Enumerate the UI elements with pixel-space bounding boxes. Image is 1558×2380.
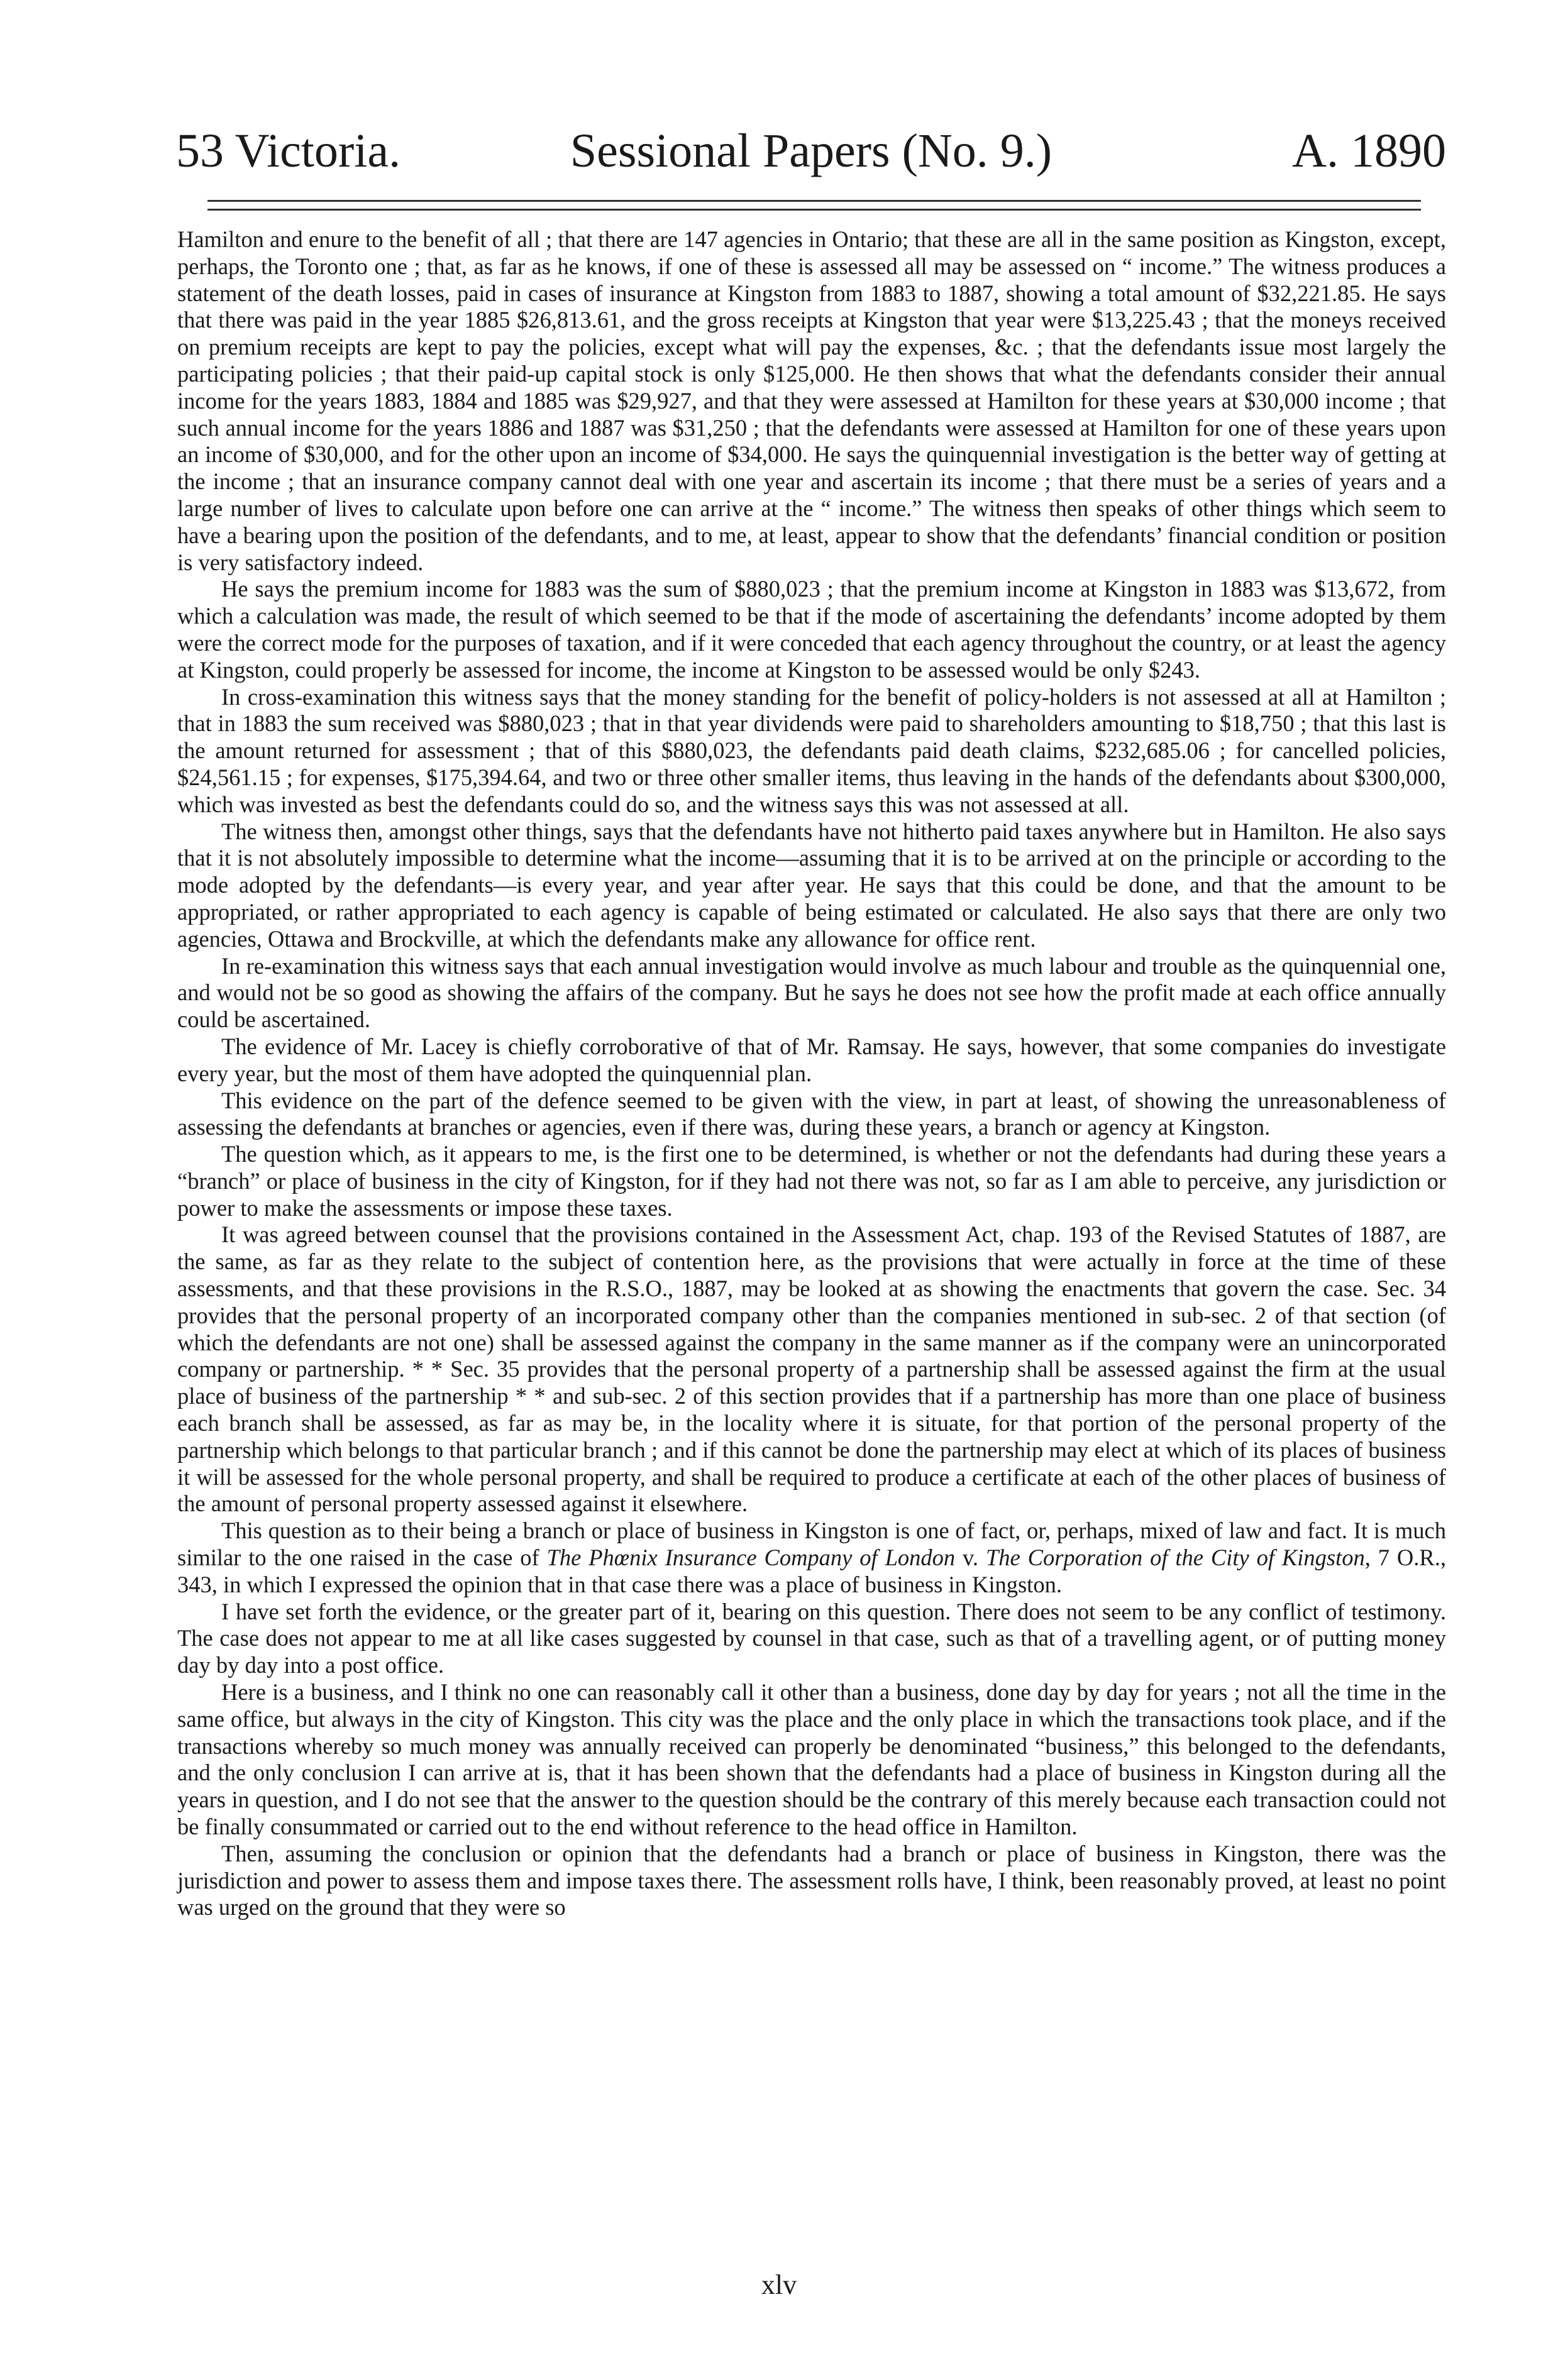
case-name-plaintiff: The Phœnix Insurance Company of London [546,1545,956,1571]
header-rule-bottom [207,209,1421,211]
header-year: A. 1890 [1292,124,1446,177]
paragraph-12: Here is a business, and I think no one can reasonably call it other than a business, done day by day for years ; not all the time in the same office, but always in the city of Kingston. This city was the place and the only place in which the transactions took place, and if the transactions whereby so much money was annually received can properly be denominated “business,” this belonged to the defendants, and the only conclusion I can arrive at is, that it has been shown that the defendants had a place of business in Kingston during all the years in question, and I do not see that the answer to the question should be the contrary of this merely because each transaction could not be finally consummated or carried out to the end without reference to the head office in Hamilton. [177,1679,1446,1840]
paragraph-1: Hamilton and enure to the benefit of all ; that there are 147 agencies in Ontario; that these are all in the same position as Kingston, except, perhaps, the Toronto one ; that, as far as he knows, if one of these is assessed all may be assessed on “ income.” The witness produces a statement of the death losses, paid in cases of insurance at Kingston from 1883 to 1887, showing a total amount of $32,221.85. He says that there was paid in the year 1885 $26,813.61, and the gross receipts at Kingston that year were $13,225.43 ; that the moneys received on premium receipts are kept to pay the policies, except what will pay the expenses, &c. ; that the defendants issue most largely the participating policies ; that their paid-up capital stock is only $125,000. He then shows that what the defendants consider their annual income for the years 1883, 1884 and 1885 was $29,927, and that they were assessed at Hamilton for these years at $30,000 income ; that such annual income for the years 1886 and 1887 was $31,250 ; that the defendants were assessed at Hamilton for one of these years upon an income of $30,000, and for the other upon an income of $34,000. He says the quinquennial investigation is the better way of getting at the income ; that an insurance company cannot deal with one year and ascertain its income ; that there must be a series of years and a large number of lives to calculate upon before one can arrive at the “ income.” The witness then speaks of other things which seem to have a bearing upon the position of the defendants, and to me, at least, appear to show that the defendants’ financial condition or position is very satisfactory indeed. [177,226,1446,575]
paragraph-9: It was agreed between counsel that the provisions contained in the Assessment Act, chap. 193 of the Revised Statutes of 1887, are the same, as far as they relate to the subject of contention here, as the provisions that were actually in force at the time of these assessments, and that these provisions in the R.S.O., 1887, may be looked at as showing the enactments that govern the case. Sec. 34 provides that the personal property of an incorporated company other than the companies mentioned in sub-sec. 2 of that section (of which the defendants are not one) shall be assessed against the company in the same manner as if the company were an unincorporated company or partnership. * * Sec. 35 provides that the personal property of a partnership shall be assessed against the firm at the usual place of business of the partnership * * and sub-sec. 2 of this section provides that if a partnership has more than one place of business each branch shall be assessed, as far as may be, in the locality where it is situate, for that portion of the personal property of the partnership which belongs to that particular branch ; and if this cannot be done the partnership may elect at which of its places of business it will be assessed for the whole personal property, and shall be required to produce a certificate at each of the other places of business of the amount of personal property assessed against it elsewhere. [177,1221,1446,1517]
paragraph-2: He says the premium income for 1883 was the sum of $880,023 ; that the premium income at Kingston in 1883 was $13,672, from which a calculation was made, the result of which seemed to be that if the mode of ascertaining the defendants’ income adopted by them were the correct mode for the purposes of taxation, and if it were conceded that each agency throughout the country, or at least the agency at Kingston, could properly be assessed for income, the income at Kingston to be assessed would be only $243. [177,576,1446,683]
paragraph-7: This evidence on the part of the defence seemed to be given with the view, in part at least, of showing the unreasonableness of assessing the defendants at branches or agencies, even if there was, during these years, a branch or agency at Kingston. [177,1087,1446,1140]
paragraph-6: The evidence of Mr. Lacey is chiefly corroborative of that of Mr. Ramsay. He says, however, that some companies do investigate every year, but the most of them have adopted the quinquennial plan. [177,1033,1446,1086]
case-name-defendant: The Corporation of the City of Kingston [985,1545,1365,1571]
header-session: 53 Victoria. [176,124,401,177]
paragraph-10 [177,1518,1446,1598]
page-folio: xlv [761,2269,797,2300]
running-header [176,123,1446,179]
paragraph-5: In re-examination this witness says that each annual investigation would involve as much labour and trouble as the quinquennial one, and would not be so good as showing the affairs of the company. But he says he does not see how the profit made at each office annually could be ascertained. [177,952,1446,1033]
paragraph-13: Then, assuming the conclusion or opinion that the defendants had a branch or place of business in Kingston, there was the jurisdiction and power to assess them and impose taxes there. The assessment rolls have, I think, been reasonably proved, at least no point was urged on the ground that they were so [177,1840,1446,1920]
body-text [177,226,1446,1921]
paragraph-4: The witness then, amongst other things, says that the defendants have not hitherto paid taxes anywhere but in Hamilton. He also says that it is not absolutely impossible to determine what the income—assuming that it is to be arrived at on the principle or according to the mode adopted by the defendants—is every year, and year after year. He says that this could be done, and that the amount to be appropriated, or rather appropriated to each agency is capable of being estimated or calculated. He also says that there are only two agencies, Ottawa and Brockville, at which the defendants make any allowance for office rent. [177,818,1446,952]
paragraph-8: The question which, as it appears to me, is the first one to be determined, is whether or not the defendants had during these years a “branch” or place of business in the city of Kingston, for if they had not there was not, so far as I am able to perceive, any jurisdiction or power to make the assessments or impose these taxes. [177,1141,1446,1221]
case-versus: v. [955,1545,986,1571]
header-rule-top [207,200,1421,202]
paragraph-10-text-before: This question as to their being a branch or place of business in Kingston is one of fact, or, perhaps, mixed of law and fact. It is much similar to the one raised in the case of [177,1518,1446,1571]
header-title: Sessional Papers (No. 9.) [570,124,1052,177]
paragraph-3: In cross-examination this witness says that the money standing for the benefit of policy-holders is not assessed at all at Hamilton ; that in 1883 the sum received was $880,023 ; that in that year dividends were paid to shareholders amounting to $18,750 ; that this last is the amount returned for assessment ; that of this $880,023, the defendants paid death claims, $232,685.06 ; for cancelled policies, $24,561.15 ; for expenses, $175,394.64, and two or three other smaller items, thus leaving in the hands of the defendants about $300,000, which was invested as best the defendants could do so, and the witness says this was not assessed at all. [177,683,1446,817]
paragraph-10-text-after: , 7 O.R., 343, in which I expressed the opinion that in that case there was a place of business in Kingston. [177,1545,1447,1597]
paragraph-11: I have set forth the evidence, or the greater part of it, bearing on this question. There does not seem to be any conflict of testimony. The case does not appear to me at all like cases suggested by counsel in that case, such as that of a travelling agent, or of putting money day by day into a post office. [177,1598,1446,1678]
